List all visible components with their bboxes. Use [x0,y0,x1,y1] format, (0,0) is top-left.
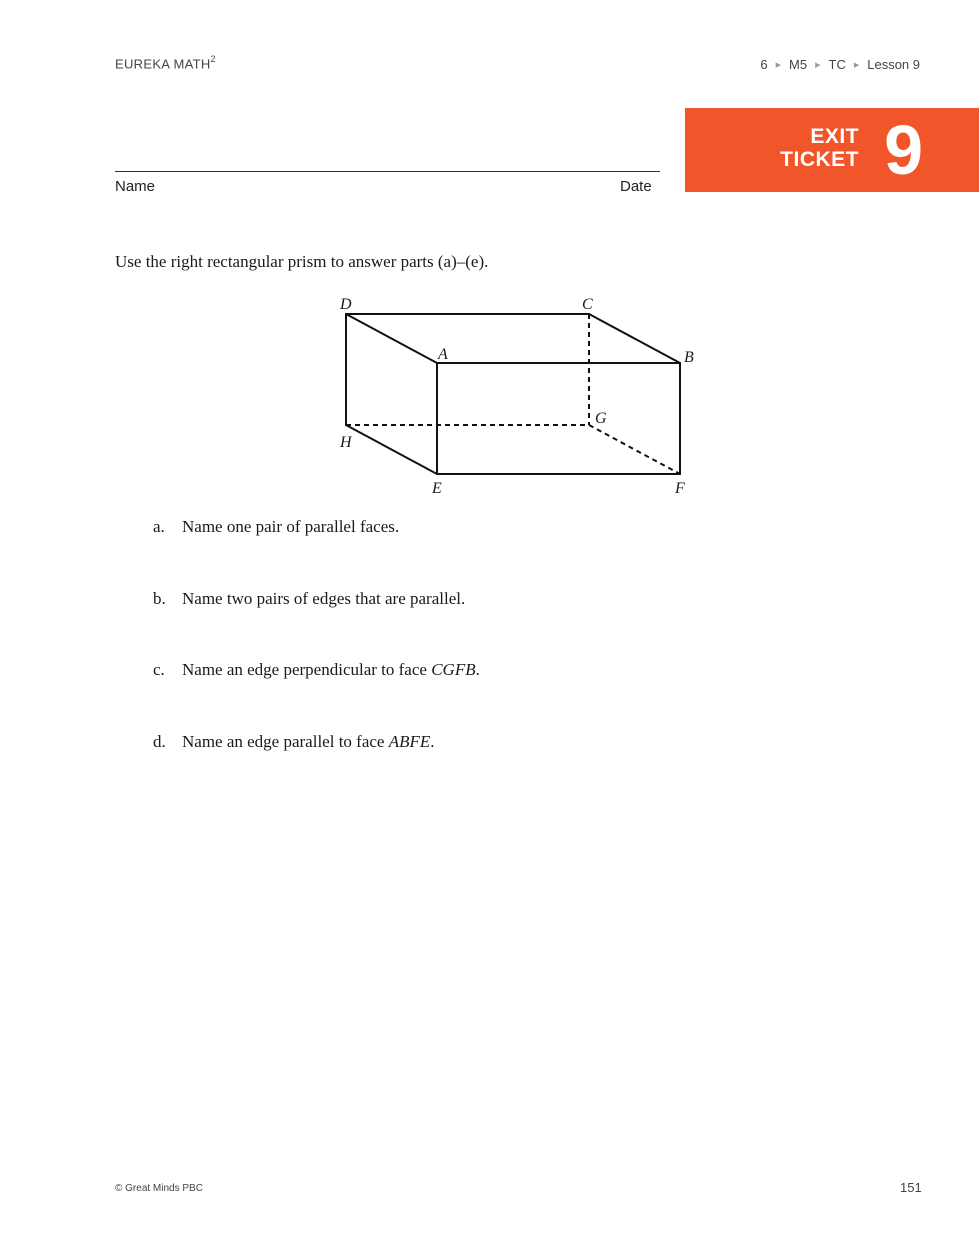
question-letter: a. [153,517,165,536]
vertex-label-a: A [438,346,448,363]
page-number: 151 [900,1180,922,1195]
vertex-label-d: D [340,296,352,313]
copyright: © Great Minds PBC [115,1183,203,1194]
face-name: ABFE [388,732,431,751]
question-letter: c. [153,660,165,679]
question-text: Name an edge perpendicular to face [182,660,432,679]
edge-GF [589,425,680,474]
breadcrumb-lesson: Lesson 9 [867,57,920,72]
vertex-label-e: E [432,480,442,497]
question-letter: d. [153,732,166,751]
brand-superscript: 2 [210,54,216,64]
edge-HE [346,425,437,474]
question-end: . [430,732,435,751]
question-text: Name an edge parallel to face [182,732,389,751]
question-a [153,517,399,537]
instructions: Use the right rectangular prism to answer parts (a)–(e). [115,252,489,271]
vertex-label-g: G [595,410,607,427]
chevron-right-icon: ▶ [775,61,782,69]
lesson-number: 9 [884,111,923,189]
edge-CB [589,314,680,363]
question-c [153,660,480,680]
question-text: Name two pairs of edges that are parallel. [182,589,466,608]
question-text: Name one pair of parallel faces. [182,517,400,536]
badge-line-2: TICKET [780,148,859,171]
face-name: CGFB [431,660,476,679]
question-b [153,589,465,609]
vertex-label-h: H [340,434,352,451]
vertex-label-c: C [582,296,593,313]
question-letter: b. [153,589,166,608]
brand-name: EUREKA MATH [115,56,211,72]
vertex-label-f: F [675,480,685,497]
breadcrumb-module: M5 [789,57,808,72]
edge-DA [346,314,437,363]
date-label: Date [620,178,652,195]
question-end: . [475,660,480,679]
vertex-label-b: B [684,349,694,366]
question-d [153,732,435,752]
name-label: Name [115,178,156,195]
chevron-right-icon: ▶ [853,61,860,69]
breadcrumb-grade: 6 [760,57,768,72]
chevron-right-icon: ▶ [815,61,821,69]
badge-line-1: EXIT [810,125,859,148]
breadcrumb-topic: TC [828,57,846,72]
